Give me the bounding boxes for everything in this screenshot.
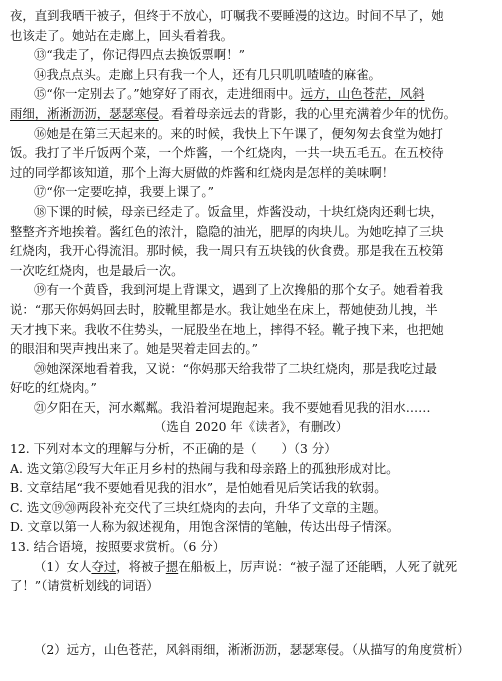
paragraph-19-line: 说：“那天你妈妈回去时，胶靴里都是水。我让她坐在床上，帮她使劲儿拽，半 — [10, 301, 438, 317]
paragraph-19-line: ⑲有一个黄昏，我到河堤上背课文，遇到了上次搀船的那个女子。她看着我 — [34, 282, 443, 298]
paragraph-18-line: 整整齐齐地挨着。酱红色的浓汁，隐隐的油光，肥厚的肉块儿。为她吃掉了三块 — [10, 223, 444, 239]
paragraph-20-line: ⑳她深深地看着我，又说：“你妈那天给我带了二块红烧肉，那是我吃过最 — [34, 360, 437, 376]
paragraph-21: ㉑夕阳在天，河水粼粼。我沿着河堤跑起来。我不要她看见我的泪水…… — [34, 399, 431, 415]
paragraph-line: 也该走了。她站在走廊上，回头看着我。 — [10, 27, 234, 43]
question-text: （1）女人 — [34, 558, 92, 574]
paragraph-18-line: 一次吃红烧肉，也是最后一次。 — [10, 262, 184, 278]
question-text: 在船板上，厉声说：“被子湿了还能晒，人死了就死 — [178, 558, 458, 574]
question-12-stem: 12. 下列对本文的理解与分析，不正确的是（ ）（3 分） — [10, 441, 337, 457]
paragraph-19-line: 天才拽下来。我收不住势头，一屁股坐在地上，摔得不轻。靴子拽下来，也把她 — [10, 321, 444, 337]
question-12-option-c: C. 选文⑲⑳两段补充交代了三块红烧肉的去向，升华了文章的主题。 — [10, 499, 387, 515]
paragraph-15-line-2 — [10, 104, 492, 124]
question-13-sub-1-line-2: 了！”（请赏析划线的词语） — [10, 578, 159, 594]
paragraph-16-line: ⑯她是在第三天起来的。来的时候，我快上下午课了，便匆匆去食堂为她打 — [34, 125, 443, 141]
paragraph-line: 夜，直到我晒干被子，但终于不放心，叮嘱我不要睡漫的这边。时间不早了，她 — [10, 8, 444, 23]
underlined-description: 雨细，淅淅沥沥，瑟瑟寒侵 — [10, 105, 159, 121]
question-text: ，将被子 — [116, 558, 166, 574]
question-12-option-d: D. 文章以第一人称为叙述视角，用饱含深情的笔触，传达出母子情深。 — [10, 519, 400, 535]
paragraph-18-line: 红烧肉，我开心得流泪。那时候，我一周只有五块钱的伙食费。那是我在五校第 — [10, 243, 444, 259]
paragraph-17: ⑰“你一定要吃掉，我要上课了。” — [34, 184, 214, 200]
paragraph-14: ⑭我点点头。走廊上只有我一个人，还有几只叽叽喳喳的麻雀。 — [34, 66, 381, 82]
paragraph-20-line: 好吃的红烧肉。” — [10, 380, 97, 396]
question-12-option-b: B. 文章结尾“我不要她看见我的泪水”，是怕她看见后笑话我的软弱。 — [10, 480, 387, 496]
paragraph-15-text: ⑮“你一定别去了。”她穿好了雨衣，走进细雨中。 — [34, 86, 301, 102]
paragraph-15-text: 。看着母亲远去的背影，我的心里充满着少年的忧伤。 — [158, 105, 457, 121]
answer-space — [10, 596, 492, 640]
paragraph-16-line: 过的同学都该知道，那个上海大厨做的炸酱和红烧肉是怎样的美味啊！ — [10, 164, 395, 180]
paragraph-18-line: ⑱下课的时候，母亲已经走了。饭盒里，炸酱没动，十块红烧肉还剩七块， — [34, 203, 443, 219]
paragraph-19-line: 的眼泪和哭声拽出来了。她是哭着走回去的。” — [10, 341, 258, 357]
paragraph-15-line-1 — [10, 84, 492, 104]
underlined-word: 摁 — [165, 558, 179, 574]
underlined-word: 夺过 — [91, 558, 117, 574]
paragraph-16-line: 饭。我打了半斤饭两个菜，一个炸酱，一个红烧肉，一共一块五毛五。在五校待 — [10, 145, 444, 161]
underlined-description: 远方，山色苍茫，风斜 — [300, 86, 425, 102]
question-13-sub-1-line-1 — [10, 557, 492, 577]
source-citation: （选自 2020 年《读者》，有删改） — [153, 419, 349, 435]
paragraph-13: ⑬“我走了，你记得四点去换饭票啊！” — [34, 47, 245, 63]
question-13-stem: 13. 结合语境，按照要求赏析。（6 分） — [10, 539, 226, 555]
question-12-option-a: A. 选文第②段写大年正月乡村的热闹与我和母亲路上的孤独形成对比。 — [10, 460, 399, 476]
question-13-sub-2: （2）远方，山色苍茫，风斜雨细，淅淅沥沥，瑟瑟寒侵。（从描写的角度赏析） — [34, 641, 470, 657]
